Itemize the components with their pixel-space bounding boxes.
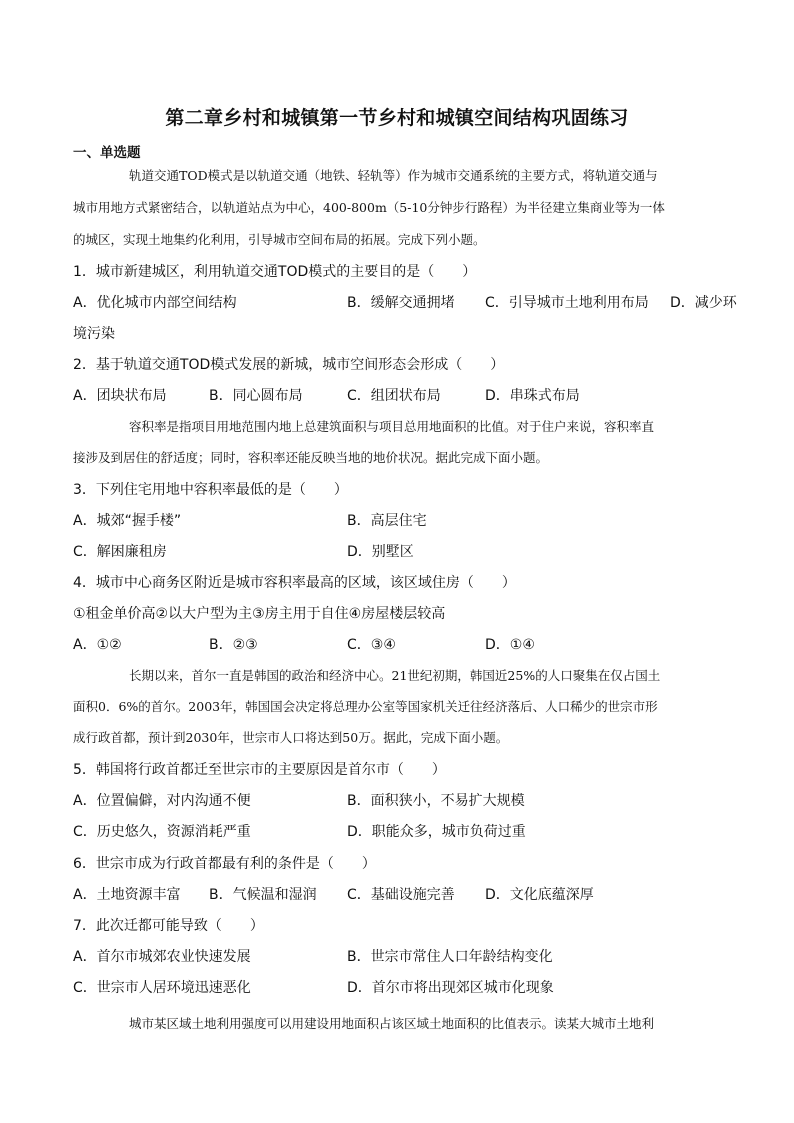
option-d: D．①④ xyxy=(485,637,535,653)
question-stem: 6．世宗市成为行政首都最有利的条件是（ ） xyxy=(73,856,376,872)
option-b: B．缓解交通拥堵 xyxy=(347,295,455,311)
option-c: C．基础设施完善 xyxy=(347,887,455,903)
page-title: 第二章乡村和城镇第一节乡村和城镇空间结构巩固练习 xyxy=(165,107,629,129)
option-d: D．首尔市将出现郊区城市化现象 xyxy=(347,980,554,996)
question-stem: 4．城市中心商务区附近是城市容积率最高的区域，该区域住房（ ） xyxy=(73,575,516,591)
question-stem: 7．此次迁都可能导致（ ） xyxy=(73,918,264,934)
passage-line: 的城区，实现土地集约化利用，引导城市空间布局的拓展。完成下列小题。 xyxy=(73,232,486,247)
section-heading: 一、单选题 xyxy=(73,145,141,161)
passage-line: 城市用地方式紧密结合，以轨道站点为中心，400-800m（5-10分钟步行路程）为半径建立集商业等为一体 xyxy=(73,200,665,215)
option-d: D．减少环 xyxy=(670,295,737,311)
option-d: D．串珠式布局 xyxy=(485,388,580,404)
passage-line: 城市某区域土地利用强度可以用建设用地面积占该区域土地面积的比值表示。读某大城市土地利 xyxy=(129,1016,655,1031)
option-a: A．团块状布局 xyxy=(73,388,167,404)
option-d: D．别墅区 xyxy=(347,544,414,560)
option-b: B．世宗市常住人口年龄结构变化 xyxy=(347,949,553,965)
passage-line: 长期以来，首尔一直是韩国的政治和经济中心。21世纪初期，韩国近25%的人口聚集在仅占国土 xyxy=(129,668,661,683)
question-stem: 1．城市新建城区，利用轨道交通TOD模式的主要目的是（ ） xyxy=(73,264,477,280)
option-a: A．位置偏僻，对内沟通不便 xyxy=(73,793,251,809)
option-b: B．高层住宅 xyxy=(347,513,427,529)
passage-line: 接涉及到居住的舒适度；同时，容积率还能反映当地的地价状况。据此完成下面小题。 xyxy=(73,450,549,465)
option-d-continuation: 境污染 xyxy=(73,326,115,342)
question-stem: 5．韩国将行政首都迁至世宗市的主要原因是首尔市（ ） xyxy=(73,762,446,778)
option-c: C．③④ xyxy=(347,637,396,653)
option-a: A．土地资源丰富 xyxy=(73,887,181,903)
option-c: C．解困廉租房 xyxy=(73,544,167,560)
question-sub-statements: ①租金单价高②以大户型为主③房主用于自住④房屋楼层较高 xyxy=(73,606,446,622)
passage-line: 成行政首都，预计到2030年，世宗市人口将达到50万。据此，完成下面小题。 xyxy=(73,730,509,745)
question-stem: 3．下列住宅用地中容积率最低的是（ ） xyxy=(73,482,348,498)
option-b: B．同心圆布局 xyxy=(209,388,303,404)
option-b: B．气候温和湿润 xyxy=(209,887,317,903)
option-c: C．引导城市土地利用布局 xyxy=(485,295,649,311)
option-c: C．历史悠久，资源消耗严重 xyxy=(73,824,251,840)
option-b: B．②③ xyxy=(209,637,258,653)
option-b: B．面积狭小，不易扩大规模 xyxy=(347,793,525,809)
passage-line: 面积0．6%的首尔。2003年，韩国国会决定将总理办公室等国家机关迁往经济落后、人口稀少的世宗市形 xyxy=(73,699,658,714)
option-a: A．优化城市内部空间结构 xyxy=(73,295,237,311)
option-c: C．组团状布局 xyxy=(347,388,441,404)
option-d: D．职能众多，城市负荷过重 xyxy=(347,824,526,840)
passage-line: 轨道交通TOD模式是以轨道交通（地铁、轻轨等）作为城市交通系统的主要方式，将轨道交通与 xyxy=(129,168,658,183)
option-a: A．首尔市城郊农业快速发展 xyxy=(73,949,251,965)
passage-line: 容积率是指项目用地范围内地上总建筑面积与项目总用地面积的比值。对于住户来说，容积率直 xyxy=(129,419,655,434)
question-stem: 2．基于轨道交通TOD模式发展的新城，城市空间形态会形成（ ） xyxy=(73,357,505,373)
option-d: D．文化底蕴深厚 xyxy=(485,887,594,903)
option-a: A．①② xyxy=(73,637,122,653)
option-c: C．世宗市人居环境迅速恶化 xyxy=(73,980,251,996)
option-a: A．城郊“握手楼” xyxy=(73,513,182,529)
